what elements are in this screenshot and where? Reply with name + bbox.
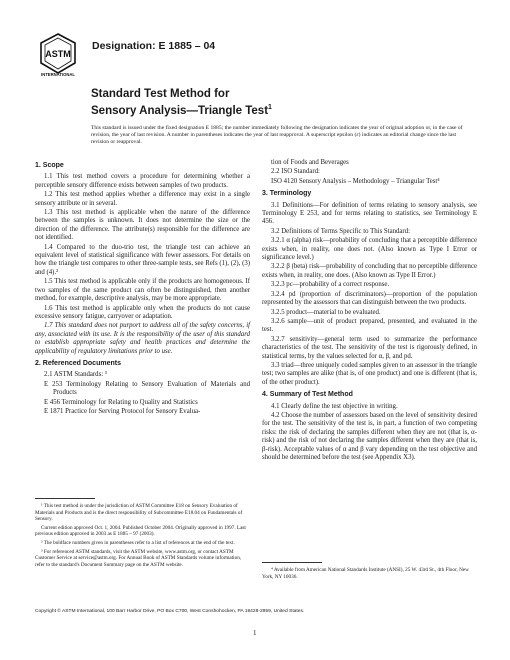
footnote-3: ³ For referenced ASTM standards, visit the ASTM website, www.astm.org, or contact ASTM Customer Service at service@astm.org. For Annual Book of ASTM Standards volume information, refer to the standard's Document Summary page on the ASTM website. — [35, 548, 242, 568]
reference-e456: E 456 Terminology for Relating to Quality and Statistics — [44, 398, 198, 406]
para-3-2-5: 3.2.5 product—material to be evaluated. — [271, 308, 381, 316]
para-1-5: 1.5 This test method is applicable only if the products are homogeneous. If two samples of the same product can often be distinguished, then another method, for example, descriptive analysis, may be more appropriate. — [35, 278, 250, 303]
para-3-1: 3.1 Definitions—For definition of terms relating to sensory analysis, see Terminology E 253, and for terms relating to statistics, see Terminology E 456. — [262, 201, 477, 226]
footnote-rule-right — [262, 562, 322, 563]
reference-e253: E 253 Terminology Relating to Sensory Evaluation of Materials and Products — [44, 380, 250, 397]
svg-text:INTERNATIONAL: INTERNATIONAL — [41, 72, 75, 77]
para-3-2-4: 3.2.4 pd (proportion of discriminators)—proportion of the population represented by the assessors that can distinguish between the two products. — [262, 290, 477, 307]
para-3-2-7: 3.2.7 sensitivity—general term used to summarize the performance characteristics of the test. The sensitivity of the test is rigorously defined, in statistical terms, by the values selected for α, β, and pd. — [262, 335, 477, 360]
issue-notice: This standard is issued under the fixed designation E 1885; the number immediately following the designation indicates the year of original adoption or, in the case of revision, the year of last revision. A number in parentheses indicates the year of last reapproval. A superscript epsilon (ε) indicates an editorial change since the last revision or reapproval. — [91, 125, 463, 146]
reference-e1871-continued: tion of Foods and Beverages — [271, 159, 349, 166]
para-3-2-2: 3.2.2 β (beta) risk—probability of concluding that no perceptible difference exists when, in reality, one does. (Also known as Type II Error.) — [262, 263, 477, 279]
footnote-2: ² The boldface numbers given in parentheses refer to a list of references at the end of the text. — [41, 539, 235, 546]
footnote-rule — [35, 498, 95, 499]
para-1-3: 1.3 This test method is applicable when the nature of the difference between the samples is unknown. It does not determine the size or the direction of the difference. The attribute(s) responsible for the difference are not identified. — [35, 209, 250, 242]
para-2-1: 2.1 ASTM Standards: ³ — [44, 371, 107, 379]
left-column — [35, 158, 250, 417]
section-heading-terminology: 3. Terminology — [262, 190, 312, 198]
para-1-4: 1.4 Compared to the duo-trio test, the triangle test can achieve an equivalent level of statistical significance with fewer assessors. For details on how the triangle test compares to other three-sample tests, see Refs (1), (2), (3) and (4).² — [35, 243, 250, 276]
title-line-2: Sensory Analysis—Triangle Test — [91, 104, 269, 117]
footnotes — [35, 498, 250, 570]
footnote-right — [262, 562, 477, 581]
section-heading-scope: 1. Scope — [35, 162, 64, 169]
reference-e1871: E 1871 Practice for Serving Protocol for Sensory Evalua- — [44, 407, 201, 415]
reference-iso4120: ISO 4120 Sensory Analysis – Methodology – Triangular Test⁴ — [271, 177, 440, 185]
para-1-2: 1.2 This test method applies whether a difference may exist in a single sensory attribute or in several. — [35, 191, 250, 207]
page-number: 1 — [253, 629, 257, 637]
right-column — [262, 159, 477, 463]
para-1-1: 1.1 This test method covers a procedure for determining whether a perceptible sensory difference exists between samples of two products. — [35, 173, 250, 189]
para-4-1: 4.1 Clearly define the test objective in writing. — [271, 402, 398, 410]
copyright-line: Copyright © ASTM International, 100 Barr Harbor Drive, PO Box C700, West Conshohocken, PA 19428-2959, United States. — [35, 609, 305, 614]
para-3-2-1: 3.2.1 α (alpha) risk—probability of concluding that a perceptible difference exists when, in reality, one does not. (Also known as Type I Error or significance level.) — [262, 237, 477, 262]
footnote-1: ¹ This test method is under the jurisdiction of ASTM Committee E18 on Sensory Evaluation of Materials and Products and is the direct responsibility of Subcommittee E18.04 on Fundamentals of Sensory. — [35, 503, 243, 523]
para-4-2: 4.2 Choose the number of assessors based on the level of sensitivity desired for the test. The sensitivity of the test is, in part, a function of two competing risks: the risk of declaring the samples different when they are not (that is, α-risk) and the risk of not declaring the samples different when they are (that is, β-risk). Acceptable values of α and β vary depending on the test objective and should be determined before the test (see Appendix X3). — [262, 411, 477, 461]
document-title — [91, 88, 272, 118]
para-3-3: 3.3 triad—three uniquely coded samples given to an assessor in the triangle test; two samples are alike (that is, of one product) and one is different (that is, of the other product). — [262, 361, 477, 386]
para-3-2: 3.2 Definitions of Terms Specific to This Standard: — [271, 227, 410, 235]
footnote-4: ⁴ Available from American National Standards Institute (ANSI), 25 W. 43rd St., 4th Floor, New York, NY 10036. — [262, 567, 469, 580]
title-footnote-marker: 1 — [268, 104, 272, 111]
title-line-1: Standard Test Method for — [91, 88, 230, 100]
footnote-1-edition: Current edition approved Oct. 1, 2004. Published October 2004. Originally approved in 1997. Last previous edition approved in 2003 as E 1885 – 97 (2003). — [35, 524, 246, 538]
designation: Designation: E 1885 – 04 — [92, 40, 216, 52]
section-heading-referenced-documents: 2. Referenced Documents — [35, 359, 121, 367]
para-3-2-3: 3.2.3 pc—probability of a correct response. — [271, 281, 390, 289]
para-1-6: 1.6 This test method is applicable only when the products do not cause excessive sensory fatigue, carryover or adaptation. — [35, 304, 250, 320]
astm-logo-icon — [39, 33, 77, 77]
section-heading-summary: 4. Summary of Test Method — [262, 391, 353, 399]
para-2-2: 2.2 ISO Standard: — [271, 168, 320, 176]
para-1-7: 1.7 This standard does not purport to address all of the safety concerns, if any, associated with its use. It is the responsibility of the user of this standard to establish appropriate safety and health practices and determine the applicability of regulatory limitations prior to use. — [35, 322, 250, 355]
svg-text:ASTM: ASTM — [45, 49, 71, 59]
para-3-2-6: 3.2.6 sample—unit of product prepared, presented, and evaluated in the test. — [262, 317, 477, 334]
